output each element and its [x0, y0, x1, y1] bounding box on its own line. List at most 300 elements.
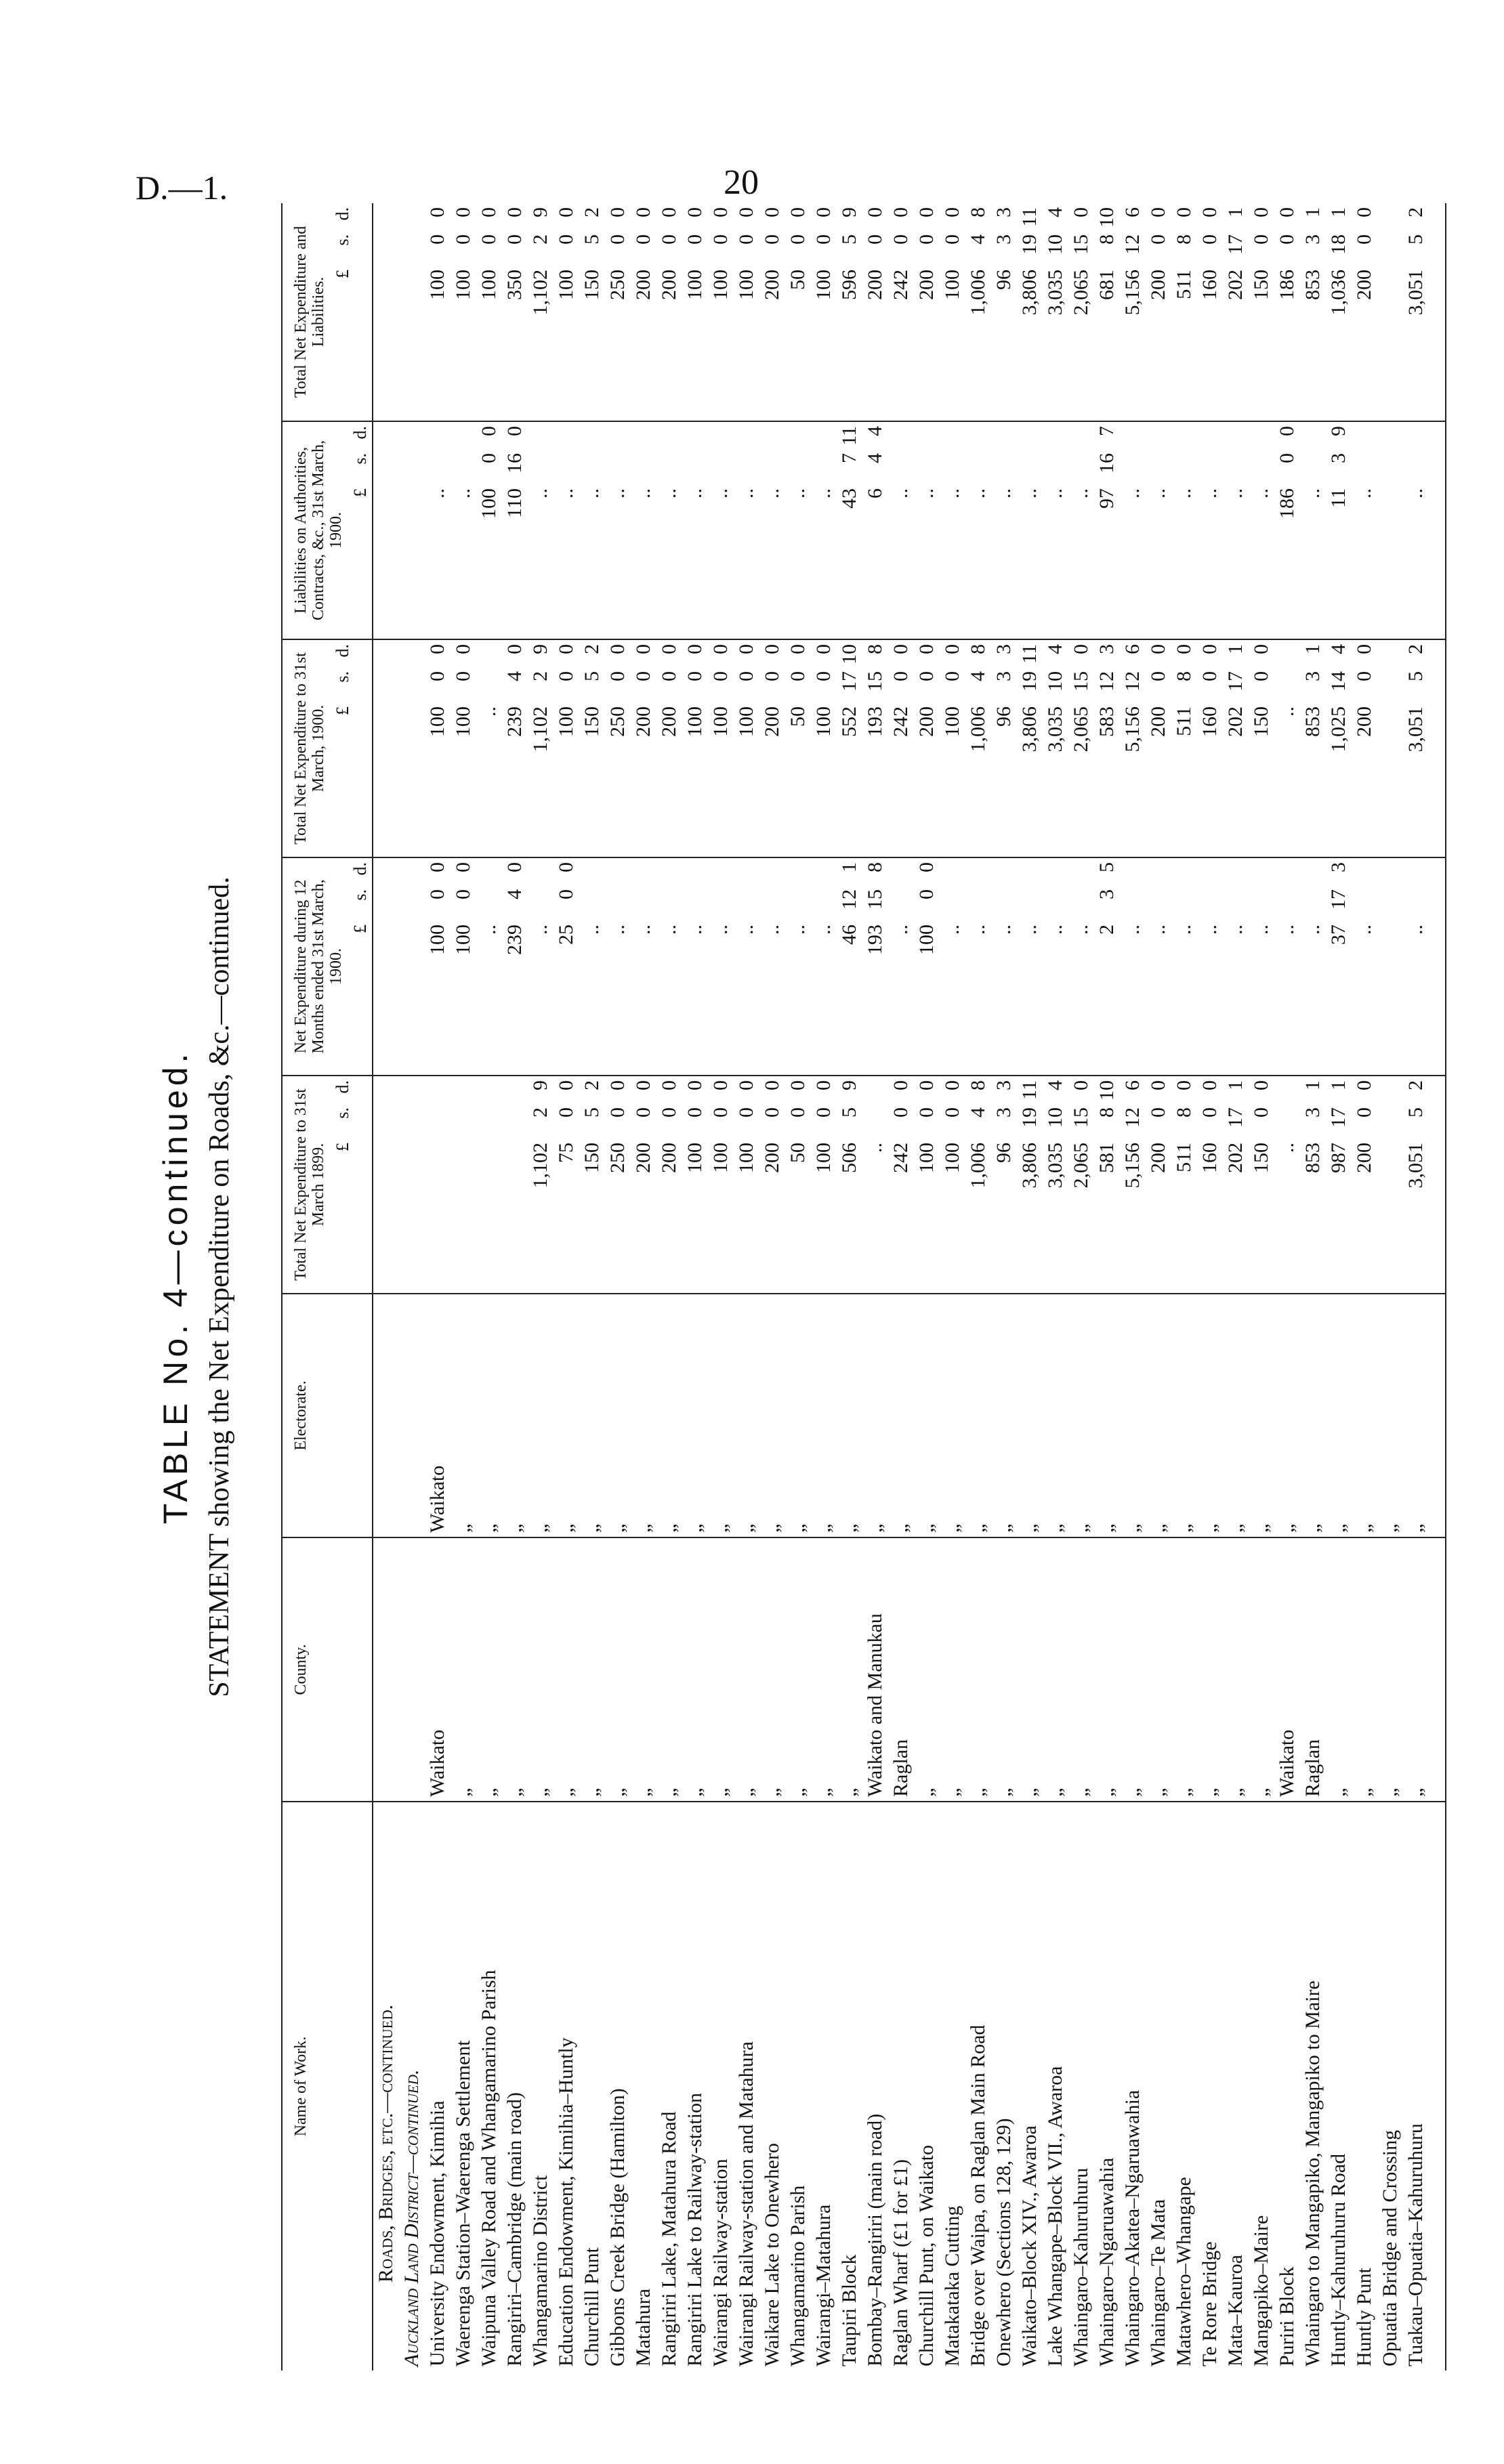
amount-pence: 0	[709, 1080, 732, 1090]
amount-shillings	[785, 453, 811, 488]
amount-pounds: ..	[555, 488, 577, 498]
amount-pence: 0	[478, 426, 500, 436]
amount-cell-c4	[1274, 421, 1300, 639]
amount-shillings: 0	[941, 671, 963, 681]
amount-cell-c2	[451, 857, 476, 1076]
amount-pounds: 2	[1095, 925, 1118, 935]
amount-shillings	[682, 453, 708, 488]
amount-pounds: ..	[1070, 488, 1092, 498]
table-row	[425, 203, 451, 2371]
amount-cell-c4	[1017, 421, 1043, 639]
amount-pounds: ..	[632, 925, 654, 935]
amount-pence: 0	[1276, 207, 1298, 217]
amount-cell-c3	[1326, 639, 1352, 857]
amount-pence: 0	[1276, 426, 1298, 436]
amount-cell-c3	[1146, 639, 1171, 857]
county-cell: „	[528, 1537, 553, 1802]
amount-cell-c4	[1171, 421, 1197, 639]
amount-pounds: 100	[684, 706, 706, 737]
amount-cell-c2	[785, 857, 811, 1076]
amount-cell-c5	[1068, 203, 1094, 421]
amount-pence: 4	[864, 426, 886, 436]
work-name: Matahura	[632, 2289, 654, 2366]
amount-cell-c1	[1274, 1076, 1300, 1294]
amount-cell-c4	[451, 421, 476, 639]
electorate-cell: „	[837, 1294, 862, 1537]
amount-pence	[656, 426, 682, 453]
amount-pounds: 100	[426, 925, 448, 955]
amount-shillings: 0	[735, 1107, 757, 1118]
amount-pounds: 200	[658, 270, 680, 300]
amount-cell-c4	[785, 421, 811, 639]
amount-cell-c5	[888, 203, 914, 421]
amount-cell-c2	[1043, 857, 1068, 1076]
amount-cell-c3	[656, 639, 682, 857]
amount-shillings: 15	[864, 671, 886, 692]
county-cell: „	[940, 1537, 965, 1802]
electorate-cell: „	[1274, 1294, 1300, 1537]
work-name: Waikare Lake to Onewhero	[761, 2143, 783, 2366]
amount-pounds: 100	[735, 706, 757, 737]
county-cell: Raglan	[1300, 1537, 1326, 1802]
work-name: Wairangi Railway-station	[709, 2159, 732, 2366]
amount-pounds: 100	[426, 270, 448, 300]
amount-pounds: 100	[555, 270, 577, 300]
amount-cell-c1	[579, 1076, 605, 1294]
work-name: Whaingaro–Te Mata	[1147, 2199, 1169, 2366]
work-name: Rangiriri Lake, Matahura Road	[658, 2111, 680, 2366]
amount-pence	[811, 862, 837, 889]
amount-pounds: 2,065	[1070, 270, 1092, 316]
amount-cell-c2	[1249, 857, 1274, 1076]
amount-pence: 6	[1121, 207, 1144, 217]
amount-pence: 0	[684, 207, 706, 217]
amount-pounds: 3,806	[1018, 706, 1041, 752]
table-row	[579, 203, 605, 2371]
amount-pence	[785, 862, 811, 889]
amount-cell-c2	[1274, 857, 1300, 1076]
table-row	[734, 203, 759, 2371]
amount-pence: 0	[658, 207, 680, 217]
table-row	[1377, 203, 1403, 2371]
table-bottom-rule	[1429, 203, 1446, 2371]
amount-pounds: 200	[915, 270, 938, 300]
amount-cell-c3	[1352, 639, 1377, 857]
amount-shillings	[1068, 453, 1094, 488]
amount-pence	[528, 862, 553, 889]
work-name: Waikato–Block XIV., Awaroa	[1018, 2125, 1041, 2366]
table-row	[837, 203, 862, 2371]
amount-shillings	[605, 889, 631, 925]
county-cell: „	[605, 1537, 631, 1802]
amount-pence: 0	[452, 862, 474, 872]
amount-cell-c1	[1146, 1076, 1171, 1294]
district-heading-row	[399, 203, 425, 2371]
amount-pounds: 581	[1095, 1143, 1118, 1173]
work-name: Gibbons Creek Bridge (Hamilton)	[606, 2088, 629, 2366]
amount-shillings: 8	[1173, 234, 1195, 245]
amount-pounds: ..	[787, 488, 809, 498]
amount-pounds: 200	[1353, 706, 1375, 737]
amount-shillings: 0	[735, 234, 757, 245]
amount-cell-c1	[553, 1076, 579, 1294]
amount-pence	[734, 862, 759, 889]
amount-shillings: 0	[1250, 234, 1272, 245]
amount-shillings	[759, 453, 785, 488]
amount-cell-c1	[1352, 1076, 1377, 1294]
amount-cell-c2	[1120, 857, 1146, 1076]
amount-pence: 2	[581, 644, 603, 654]
amount-pounds: ..	[993, 488, 1015, 498]
amount-pounds: 1,006	[967, 706, 989, 752]
amount-pounds: 150	[581, 270, 603, 300]
amount-pounds: ..	[581, 488, 603, 498]
amount-pence: 9	[529, 207, 551, 217]
amount-pence	[1197, 862, 1223, 889]
amount-cell-c2	[1068, 857, 1094, 1076]
amount-shillings: 0	[555, 1107, 577, 1118]
amount-pence: 0	[787, 207, 809, 217]
amount-pence: 8	[864, 862, 886, 872]
electorate-cell: „	[1120, 1294, 1146, 1537]
amount-pounds: 239	[503, 925, 526, 955]
amount-pence	[1120, 426, 1146, 453]
amount-pounds: ..	[967, 488, 989, 498]
electorate-cell: „	[1352, 1294, 1377, 1537]
amount-pence: 0	[1353, 1080, 1375, 1090]
amount-pounds: 100	[452, 706, 474, 737]
amount-shillings: 0	[1353, 1107, 1375, 1118]
amount-cell-c2	[759, 857, 785, 1076]
work-name: Whaingaro–Akatea–Ngaruawahia	[1121, 2089, 1144, 2366]
amount-pence: 0	[503, 426, 526, 436]
amount-pounds: ..	[1250, 488, 1272, 498]
amount-cell-c3	[862, 639, 888, 857]
amount-shillings: 2	[529, 1107, 551, 1118]
amount-pence: 10	[1095, 207, 1118, 228]
amount-pence	[965, 426, 991, 453]
amount-pence: 0	[761, 1080, 783, 1090]
amount-pence: 0	[1147, 644, 1169, 654]
amount-pounds: 96	[993, 1143, 1015, 1163]
amount-pounds: 583	[1095, 706, 1118, 737]
table-row	[1068, 203, 1094, 2371]
electorate-cell: „	[914, 1294, 940, 1537]
amount-pounds: 3,035	[1044, 1143, 1066, 1189]
county-cell: „	[1094, 1537, 1120, 1802]
amount-pence: 0	[890, 644, 912, 654]
amount-shillings: 18	[1327, 234, 1350, 255]
amount-cell-c2	[862, 857, 888, 1076]
amount-shillings: 0	[606, 234, 629, 245]
amount-cell-c4	[1120, 421, 1146, 639]
amount-cell-c1	[1197, 1076, 1223, 1294]
amount-pence	[1274, 1080, 1300, 1107]
amount-shillings: 0	[658, 234, 680, 245]
amount-cell-c2	[682, 857, 708, 1076]
amount-cell-c3	[1300, 639, 1326, 857]
amount-pounds: ..	[761, 488, 783, 498]
amount-cell-c4	[1326, 421, 1352, 639]
amount-pence: 1	[1327, 207, 1350, 217]
amount-cell-c2	[888, 857, 914, 1076]
amount-cell-c5	[734, 203, 759, 421]
amount-pence	[734, 426, 759, 453]
amount-pounds: 596	[838, 270, 860, 300]
amount-pounds: ..	[993, 925, 1015, 935]
amount-shillings: 10	[1044, 1107, 1066, 1128]
amount-pounds: 100	[812, 270, 835, 300]
amount-shillings: 12	[838, 889, 860, 910]
work-name: Whaingaro–Kahuruhuru	[1070, 2167, 1092, 2366]
county-cell: „	[1377, 1537, 1403, 1802]
county-cell: „	[991, 1537, 1017, 1802]
county-cell: „	[708, 1537, 734, 1802]
work-name: Bridge over Waipa, on Raglan Main Road	[967, 2024, 989, 2366]
amount-cell-c2	[734, 857, 759, 1076]
amount-pounds: 200	[632, 270, 654, 300]
amount-cell-c5	[811, 203, 837, 421]
amount-shillings: 0	[890, 1107, 912, 1118]
amount-cell-c3	[1274, 639, 1300, 857]
county-cell: „	[1403, 1537, 1429, 1802]
amount-pence	[476, 862, 502, 889]
amount-shillings: 0	[1276, 234, 1298, 245]
table-row	[708, 203, 734, 2371]
amount-pounds: 200	[761, 1143, 783, 1173]
amount-cell-c2	[656, 857, 682, 1076]
amount-cell-c1	[1249, 1076, 1274, 1294]
amount-pence: 0	[1250, 1080, 1272, 1090]
county-cell: „	[1171, 1537, 1197, 1802]
electorate-cell: „	[1403, 1294, 1429, 1537]
amount-shillings	[991, 453, 1017, 488]
amount-pounds: 200	[1147, 706, 1169, 737]
amount-shillings: 3	[1095, 889, 1118, 899]
amount-pounds: ..	[529, 925, 551, 935]
amount-pence	[451, 426, 476, 453]
amount-pence	[553, 426, 579, 453]
county-cell: „	[682, 1537, 708, 1802]
work-name: Tuakau–Opuatia–Kahuruhuru	[1404, 2123, 1427, 2366]
amount-pounds: 160	[1198, 706, 1221, 737]
amount-pounds: 853	[1301, 706, 1324, 737]
amount-pounds: ..	[1147, 488, 1169, 498]
column-header-electorate: Electorate.	[282, 1294, 373, 1537]
amount-cell-c3	[1249, 639, 1274, 857]
amount-pence: 7	[1095, 426, 1118, 436]
amount-pence	[914, 426, 940, 453]
electorate-cell: „	[605, 1294, 631, 1537]
county-cell: Waikato and Manukau	[862, 1537, 888, 1802]
amount-pounds: 100	[941, 706, 963, 737]
column-header-liabilities: Liabilities on Authorities, Contracts, &c., 31st March, 1900. £ s. d.	[282, 421, 373, 639]
amount-pounds: 75	[555, 1143, 577, 1163]
amount-shillings: 0	[787, 671, 809, 681]
amount-pence: 0	[787, 644, 809, 654]
amount-shillings: 0	[915, 671, 938, 681]
amount-shillings	[888, 453, 914, 488]
amount-cell-c3	[914, 639, 940, 857]
amount-pounds: 3,806	[1018, 1143, 1041, 1189]
amount-shillings: 0	[941, 1107, 963, 1118]
amount-shillings	[811, 889, 837, 925]
amount-pence: 0	[1070, 644, 1092, 654]
amount-shillings: 0	[606, 1107, 629, 1118]
amount-pence: 11	[838, 426, 860, 446]
amount-cell-c4	[553, 421, 579, 639]
amount-pence	[425, 426, 451, 453]
amount-shillings: 0	[503, 234, 526, 245]
amount-shillings: 0	[709, 234, 732, 245]
amount-pounds: ..	[812, 488, 835, 498]
electorate-cell: „	[1249, 1294, 1274, 1537]
amount-shillings	[631, 453, 656, 488]
amount-pence: 9	[838, 207, 860, 217]
county-cell: „	[965, 1537, 991, 1802]
amount-cell-c5	[965, 203, 991, 421]
amount-cell-c4	[1043, 421, 1068, 639]
work-name: Wairangi Railway-station and Matahura	[735, 2041, 757, 2366]
amount-pence: 0	[658, 1080, 680, 1090]
amount-pounds: 5,156	[1121, 1143, 1144, 1189]
amount-cell-c2	[708, 857, 734, 1076]
amount-pounds: 193	[864, 706, 886, 737]
amount-pounds: 100	[709, 706, 732, 737]
amount-shillings	[965, 453, 991, 488]
amount-cell-c4	[682, 421, 708, 639]
amount-pence: 0	[735, 644, 757, 654]
column-header-county: County.	[282, 1537, 373, 1802]
amount-shillings: 0	[812, 234, 835, 245]
amount-pence: 0	[1198, 644, 1221, 654]
table-row	[631, 203, 656, 2371]
column-header-total-1899: Total Net Expenditure to 31st March 1899. £ s. d.	[282, 1076, 373, 1294]
amount-cell-c1	[862, 1076, 888, 1294]
amount-pounds: 2,065	[1070, 1143, 1092, 1189]
amount-cell-c4	[1300, 421, 1326, 639]
amount-pounds: 511	[1173, 270, 1195, 299]
table-row	[553, 203, 579, 2371]
work-name: Whangamarino District	[529, 2175, 551, 2366]
amount-pounds: ..	[1121, 925, 1144, 935]
amount-pence: 0	[1173, 1080, 1195, 1090]
amount-shillings	[476, 671, 502, 706]
amount-pence: 0	[1353, 644, 1375, 654]
amount-cell-c4	[940, 421, 965, 639]
amount-pence: 0	[709, 644, 732, 654]
amount-pounds: ..	[890, 488, 912, 498]
amount-pounds: 200	[915, 706, 938, 737]
amount-cell-c3	[759, 639, 785, 857]
amount-cell-c1	[528, 1076, 553, 1294]
amount-pounds: 96	[993, 270, 1015, 290]
amount-pounds: 506	[838, 1143, 860, 1173]
amount-pounds: 100	[709, 270, 732, 300]
work-name: Waipuna Valley Road and Whangamarino Parish	[478, 1970, 500, 2366]
electorate-cell: „	[553, 1294, 579, 1537]
electorate-cell: „	[1068, 1294, 1094, 1537]
county-cell: „	[1043, 1537, 1068, 1802]
document-reference: D.—1.	[135, 169, 228, 207]
county-cell: Raglan	[888, 1537, 914, 1802]
electorate-cell: „	[708, 1294, 734, 1537]
amount-pounds: 1,006	[967, 270, 989, 316]
amount-pence: 0	[864, 207, 886, 217]
amount-shillings	[965, 889, 991, 925]
amount-shillings	[1274, 889, 1300, 925]
amount-pounds: 200	[658, 1143, 680, 1173]
amount-shillings	[605, 453, 631, 488]
table-row	[811, 203, 837, 2371]
table-row	[1043, 203, 1068, 2371]
amount-pence: 0	[735, 1080, 757, 1090]
electorate-cell: Waikato	[425, 1294, 451, 1537]
amount-pounds: 2,065	[1070, 706, 1092, 752]
amount-pounds: ..	[1353, 488, 1375, 498]
amount-cell-c3	[1094, 639, 1120, 857]
column-header-net-1900: Net Expenditure during 12 Months ended 31st March, 1900. £ s. d.	[282, 857, 373, 1076]
amount-pence	[940, 862, 965, 889]
amount-shillings: 10	[1044, 671, 1066, 692]
amount-pence: 2	[581, 1080, 603, 1090]
amount-cell-c2	[965, 857, 991, 1076]
amount-pounds: 511	[1173, 706, 1195, 736]
county-cell: „	[914, 1537, 940, 1802]
work-name: Taupiri Block	[838, 2254, 860, 2366]
amount-pounds: ..	[1147, 925, 1169, 935]
amount-shillings: 8	[1095, 1107, 1118, 1118]
amount-shillings	[991, 889, 1017, 925]
amount-pounds: 160	[1198, 1143, 1221, 1173]
amount-cell-c2	[914, 857, 940, 1076]
work-name: Raglan Wharf (£1 for £1)	[890, 2159, 912, 2366]
amount-pounds: 110	[503, 488, 526, 518]
amount-shillings: 3	[993, 234, 1015, 245]
amount-pounds: ..	[1044, 488, 1066, 498]
electorate-cell: „	[785, 1294, 811, 1537]
amount-shillings: 0	[426, 889, 448, 899]
amount-pence: 0	[478, 207, 500, 217]
work-name: Churchill Punt, on Waikato	[915, 2144, 938, 2366]
work-name: Rangiriri–Cambridge (main road)	[503, 2092, 526, 2366]
amount-shillings: 17	[1224, 234, 1247, 255]
amount-pounds: 200	[761, 270, 783, 300]
amount-shillings: 0	[632, 1107, 654, 1118]
amount-pence	[965, 862, 991, 889]
amount-cell-c4	[1094, 421, 1120, 639]
amount-pounds: 100	[684, 1143, 706, 1173]
amount-pounds: 200	[1147, 1143, 1169, 1173]
amount-shillings: 0	[915, 1107, 938, 1118]
electorate-cell: „	[631, 1294, 656, 1537]
amount-shillings: 15	[1070, 1107, 1092, 1128]
electorate-cell: „	[1197, 1294, 1223, 1537]
amount-pence	[708, 862, 734, 889]
amount-pounds: ..	[1070, 925, 1092, 935]
amount-cell-c4	[605, 421, 631, 639]
amount-pounds: 100	[478, 488, 500, 519]
amount-pounds: ..	[915, 488, 938, 498]
amount-pence	[476, 644, 502, 671]
amount-cell-c1	[785, 1076, 811, 1294]
amount-cell-c4	[837, 421, 862, 639]
amount-pence	[888, 426, 914, 453]
amount-pence: 0	[812, 207, 835, 217]
amount-cell-c1	[502, 1076, 528, 1294]
amount-pence	[631, 862, 656, 889]
amount-pounds: 100	[941, 270, 963, 300]
